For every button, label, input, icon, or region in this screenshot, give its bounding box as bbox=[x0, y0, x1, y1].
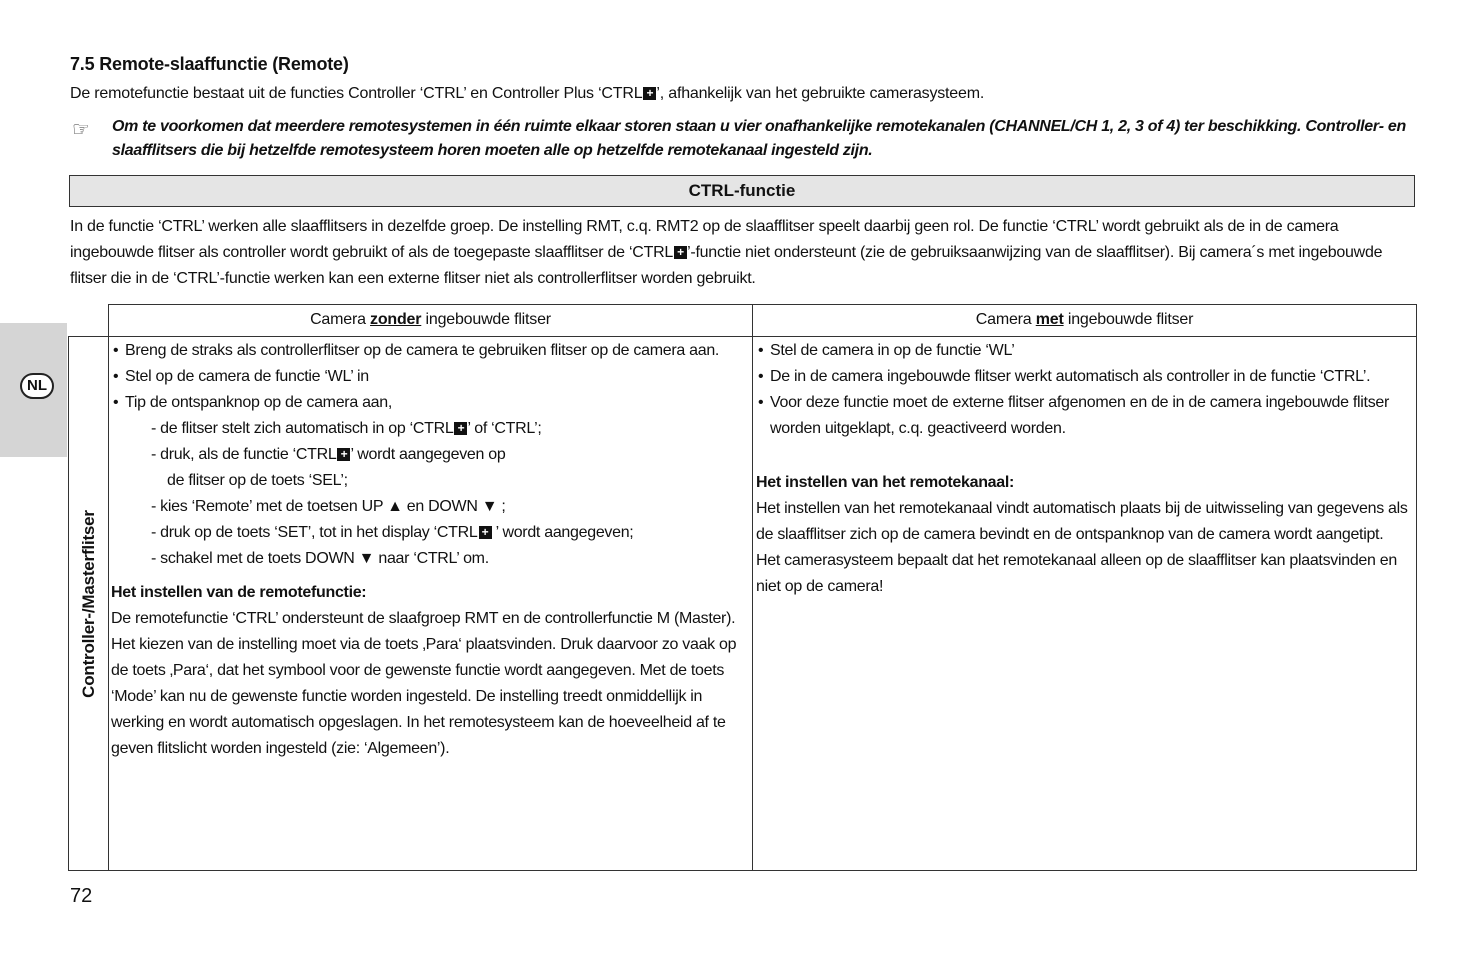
page-number: 72 bbox=[70, 885, 93, 907]
instruction-table bbox=[68, 304, 1417, 871]
sub-step: - schakel met de toets DOWN ▼ naar ‘CTRL’ om. bbox=[151, 550, 489, 567]
list-item: • De in de camera ingebouwde flitser werkt automatisch als controller in de functie ‘CTRL’. bbox=[756, 364, 1410, 390]
ctrl-function-bar: CTRL-functie bbox=[69, 175, 1415, 207]
ctrl-plus-icon: + bbox=[337, 448, 350, 461]
ctrl-plus-icon: + bbox=[454, 422, 467, 435]
sub-step: - druk op de toets ‘SET’, tot in het display ‘CTRL + ’ wordt aangegeven; bbox=[151, 524, 634, 541]
body-text: Het instellen van het remotekanaal vindt automatisch plaats bij de uitwisseling van gegevens als de slaafflitser zich op de camera bevindt en de ontspanknop van de camera wordt aangetipt. Het camerasysteem bepaalt dat het remotekanaal alleen op de slaafflitser kan plaatsvinden en niet op de camera! bbox=[756, 500, 1408, 595]
ctrl-plus-icon: + bbox=[674, 246, 687, 259]
list-item: • Voor deze functie moet de externe flitser afgenomen en de in de camera ingebouwde flitser worden uitgeklapt, c.q. geactiveerd worden. bbox=[756, 390, 1410, 442]
sub-step: - druk, als de functie ‘CTRL + ’ wordt aangegeven op bbox=[151, 446, 506, 463]
column-without-flash-content bbox=[111, 338, 749, 762]
ctrl-plus-icon: + bbox=[479, 526, 492, 539]
body-text: De remotefunctie ‘CTRL’ ondersteunt de slaafgroep RMT en de controllerfunctie M (Master). Het kiezen van de instelling moet via de toets ‚Para‘ plaatsvinden. Druk daarvoor zo vaak op de toets ‚Para‘, dat het symbool voor de gewenste functie wordt aangegeven. Met de toets ‘Mode’ kan nu de gewenste functie worden ingesteld. De instelling treedt onmiddellijk in werking en wordt automatisch opgeslagen. In het remotesysteem kan de hoeveelheid af te geven flitslicht worden ingesteld (zie: ‘Algemeen’). bbox=[111, 610, 737, 757]
sub-step: de flitser op de toets ‘SEL’; bbox=[167, 472, 348, 489]
list-item: • Breng de straks als controllerflitser op de camera te gebruiken flitser op de camera aan. bbox=[111, 338, 749, 364]
subheading: Het instellen van de remotefunctie: bbox=[111, 584, 367, 601]
list-item: • Tip de ontspanknop op de camera aan, bbox=[111, 390, 749, 416]
list-item: • Stel de camera in op de functie ‘WL’ bbox=[756, 338, 1410, 364]
section-heading: 7.5 Remote-slaaffunctie (Remote) bbox=[70, 54, 349, 74]
language-badge: NL bbox=[20, 373, 54, 399]
ctrl-description: In de functie ‘CTRL’ werken alle slaafflitsers in dezelfde groep. De instelling RMT, c.q. RMT2 op de slaafflitser speelt daarbij geen rol. De functie ‘CTRL’ wordt gebruikt als de in de camera ingebouwde flitser als controller wordt gebruikt of als de toegepaste slaafflitser de ‘CTRL + ’-functie niet ondersteunt (zie de gebruiksaanwijzing van de slaafflitser). Bij camera´s met ingebouwde flitser die in de ‘CTRL’-functie werken kan een externe flitser niet als controllerflitser worden gebruikt. bbox=[70, 218, 1383, 287]
pointing-hand-icon: ☞ bbox=[72, 119, 90, 141]
subheading: Het instellen van het remotekanaal: bbox=[756, 474, 1015, 491]
column-with-flash-content bbox=[756, 338, 1410, 600]
column-header-without-flash: Camera zonder ingebouwde flitser bbox=[310, 311, 551, 328]
column-header-with-flash: Camera met ingebouwde flitser bbox=[975, 311, 1194, 328]
intro-text: De remotefunctie bestaat uit de functies Controller ‘CTRL’ en Controller Plus ‘CTRL + ’, afhankelijk van het gebruikte camerasysteem. bbox=[70, 85, 985, 102]
note-text: Om te voorkomen dat meerdere remotesystemen in één ruimte elkaar storen staan u vier onafhankelijke remotekanalen (CHANNEL/CH 1, 2, 3 of 4) ter beschikking. Controller- en slaafflitsers die bij hetzelfde remotesysteem horen moeten alle op hetzelfde remotekanaal ingesteld zijn. bbox=[112, 118, 1407, 159]
sub-step: - kies ‘Remote’ met de toetsen UP ▲ en DOWN ▼ ; bbox=[151, 498, 506, 515]
ctrl-plus-icon: + bbox=[643, 87, 656, 100]
row-label: Controller-/Masterflitser bbox=[78, 509, 98, 698]
sub-step: - de flitser stelt zich automatisch in op ‘CTRL + ’ of ‘CTRL’; bbox=[151, 420, 542, 437]
list-item: • Stel op de camera de functie ‘WL’ in bbox=[111, 364, 749, 390]
